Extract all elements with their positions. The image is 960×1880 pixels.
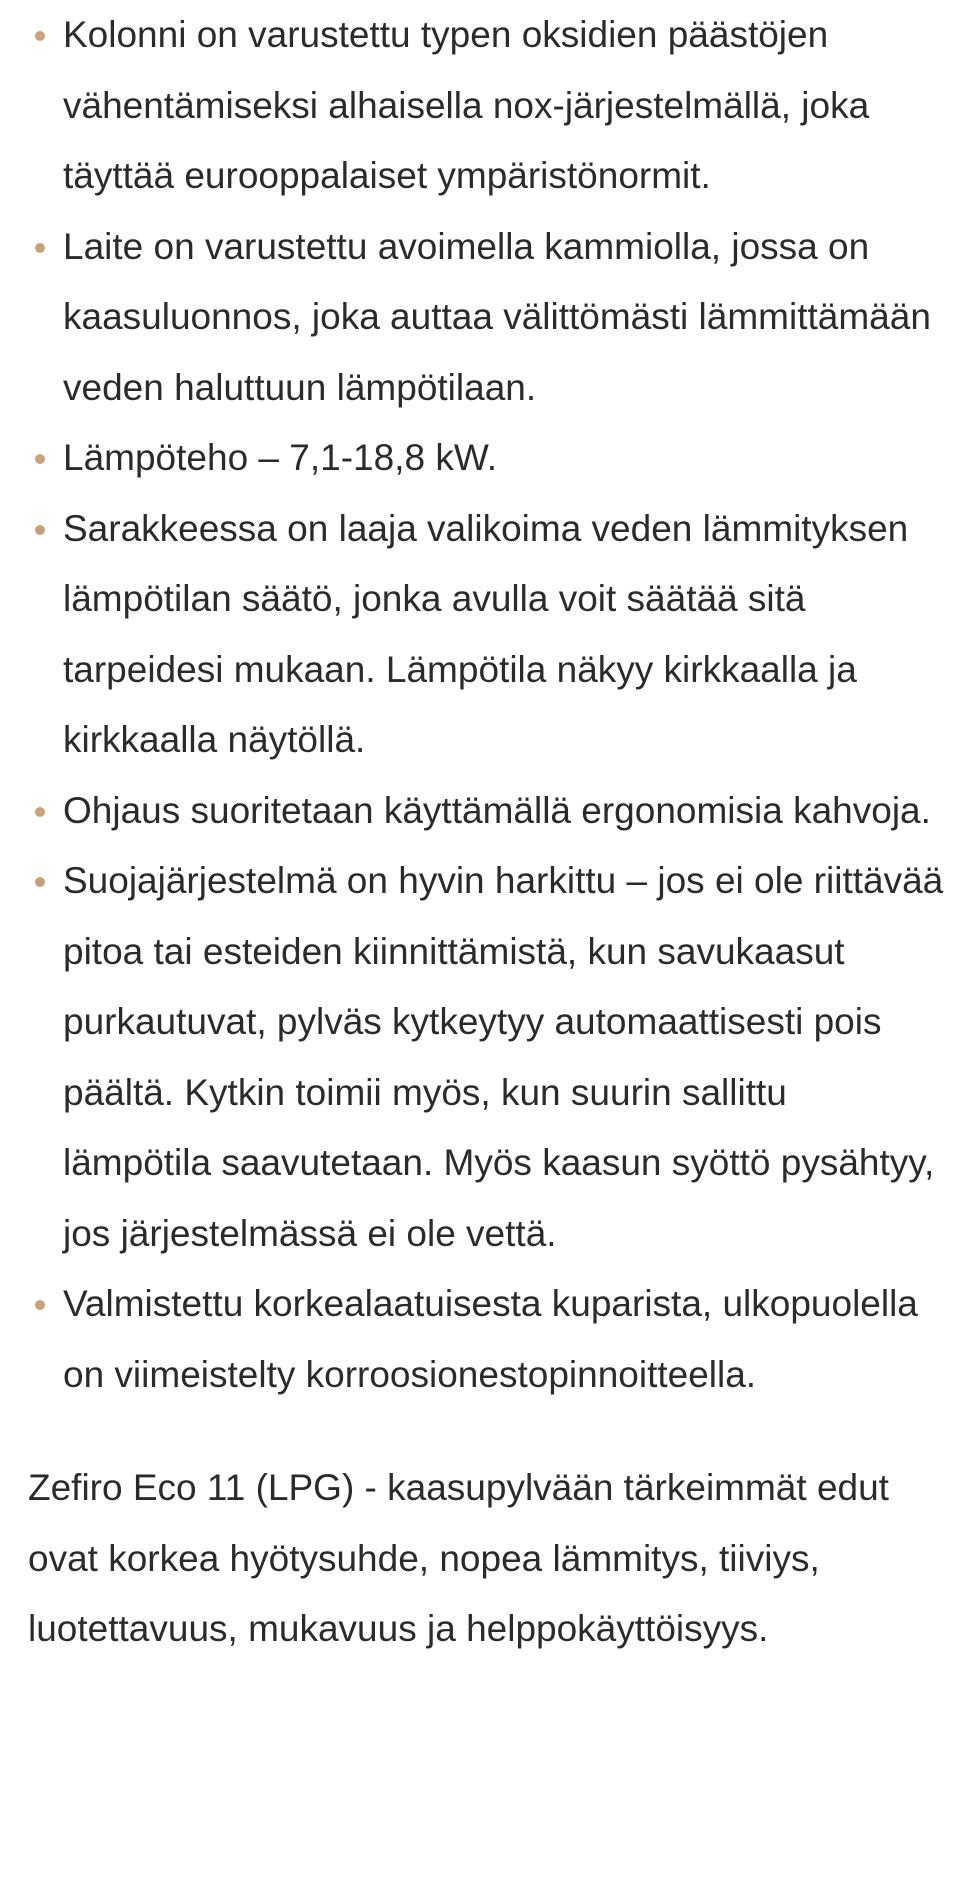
bullet-icon [35,877,45,887]
bullet-icon [35,807,45,817]
list-item [28,494,944,776]
list-item-text: Laite on varustettu avoimella kammiolla, jossa on kaasuluonnos, joka auttaa välittömästi lämmittämään veden haluttuun lämpötilaan. [63,225,931,408]
feature-list [28,0,944,1410]
list-item [28,1269,944,1410]
list-item [28,423,944,494]
list-item-text: Sarakkeessa on laaja valikoima veden lämmityksen lämpötilan säätö, jonka avulla voit säätää sitä tarpeidesi mukaan. Lämpötila näkyy kirkkaalla ja kirkkaalla näytöllä. [63,507,909,760]
bullet-icon [35,454,45,464]
list-item-text: Lämpöteho – 7,1-18,8 kW. [63,437,497,478]
list-item [28,0,944,212]
list-item-text: Kolonni on varustettu typen oksidien päästöjen vähentämiseksi alhaisella nox-järjestelmällä, joka täyttää eurooppalaiset ympäristönormit. [63,14,870,196]
list-item-text: Ohjaus suoritetaan käyttämällä ergonomisia kahvoja. [63,789,931,831]
bullet-icon [35,31,45,41]
summary-paragraph: Zefiro Eco 11 (LPG) - kaasupylvään tärkeimmät edut ovat korkea hyötysuhde, nopea lämmitys, tiiviys, luotettavuus, mukavuus ja helppokäyttöisyys. [28,1467,889,1649]
list-item [28,212,944,424]
list-item-text: Suojajärjestelmä on hyvin harkittu – jos ei ole riittävää pitoa tai esteiden kiinnittämistä, kun savukaasut purkautuvat, pylväs kytkeytyy automaattisesti pois päältä. Kytkin toimii myös, kun suurin sallittu lämpötila saavutetaan. Myös kaasun syöttö pysähtyy, jos järjestelmässä ei ole vettä. [63,860,944,1254]
bullet-icon [35,1300,45,1310]
list-item [28,846,944,1269]
list-item [28,776,944,847]
bullet-icon [35,243,45,253]
bullet-icon [35,525,45,535]
list-item-text: Valmistettu korkealaatuisesta kuparista, ulkopuolella on viimeistelty korroosionestopinnoitteella. [63,1283,918,1395]
